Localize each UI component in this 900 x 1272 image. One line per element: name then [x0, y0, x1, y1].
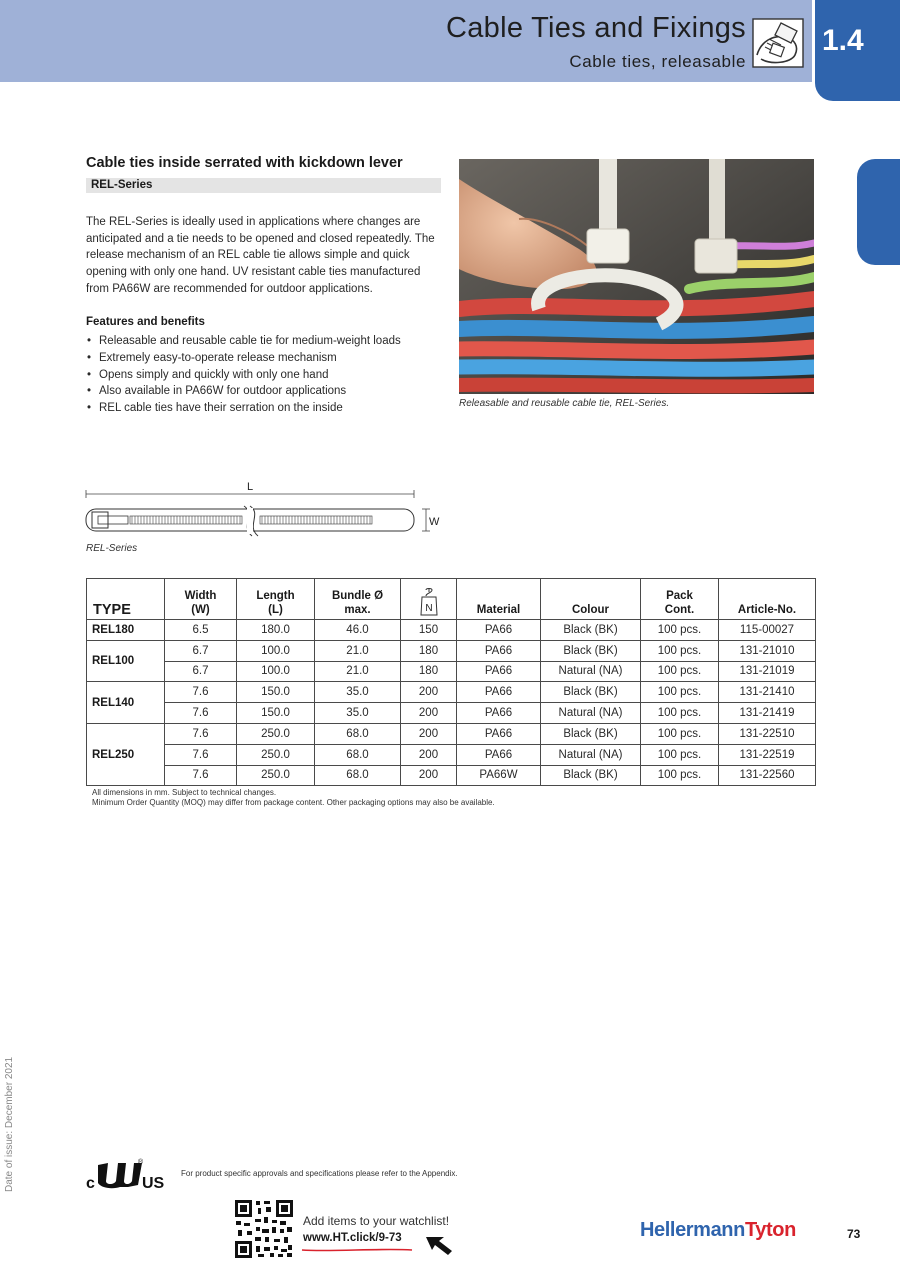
pack-cell: 100 pcs.	[641, 682, 719, 703]
date-of-issue: Date of issue: December 2021	[4, 1056, 15, 1192]
colour-cell: Black (BK)	[541, 765, 641, 786]
watchlist-text: Add items to your watchlist!	[303, 1214, 450, 1228]
article-cell: 131-21419	[719, 703, 816, 724]
photo-caption: Releasable and reusable cable tie, REL-Series.	[459, 398, 670, 409]
header-material: Material	[457, 579, 541, 620]
table-row	[87, 620, 816, 641]
colour-cell: Black (BK)	[541, 682, 641, 703]
watchlist-link[interactable]: www.HT.click/9-73	[303, 1232, 402, 1244]
material-cell: PA66	[457, 723, 541, 744]
length-cell: 250.0	[237, 765, 315, 786]
article-cell: 131-21410	[719, 682, 816, 703]
bundle-cell: 35.0	[315, 703, 401, 724]
pack-cell: 100 pcs.	[641, 620, 719, 641]
tensile-cell: 200	[401, 682, 457, 703]
tensile-cell: 150	[401, 620, 457, 641]
table-row	[87, 703, 816, 724]
series-label: REL-Series	[91, 179, 153, 191]
page-number: 73	[847, 1227, 861, 1241]
type-cell: REL140	[87, 682, 165, 724]
material-cell: PA66W	[457, 765, 541, 786]
pack-cell: 100 pcs.	[641, 765, 719, 786]
width-cell: 7.6	[165, 744, 237, 765]
length-cell: 100.0	[237, 661, 315, 682]
width-cell: 7.6	[165, 723, 237, 744]
length-cell: 250.0	[237, 723, 315, 744]
spec-table	[86, 578, 816, 786]
material-cell: PA66	[457, 703, 541, 724]
product-photo	[459, 159, 814, 394]
header-tensile	[401, 579, 457, 620]
svg-text:c: c	[86, 1175, 95, 1191]
svg-text:®: ®	[138, 1159, 144, 1166]
width-cell: 7.6	[165, 682, 237, 703]
approval-note: For product specific approvals and specifications please refer to the Appendix.	[181, 1169, 458, 1178]
features-title: Features and benefits	[86, 316, 205, 328]
ul-certification-mark	[84, 1155, 168, 1191]
pack-cell: 100 pcs.	[641, 661, 719, 682]
bundle-cell: 68.0	[315, 765, 401, 786]
article-cell: 131-22510	[719, 723, 816, 744]
table-row	[87, 661, 816, 682]
pack-cell: 100 pcs.	[641, 703, 719, 724]
header-pack: Pack Cont.	[641, 579, 719, 620]
side-tab[interactable]	[857, 159, 900, 265]
material-cell: PA66	[457, 682, 541, 703]
material-cell: PA66	[457, 744, 541, 765]
feature-item: • Releasable and reusable cable tie for medium-weight loads	[86, 333, 446, 350]
bundle-cell: 68.0	[315, 723, 401, 744]
qr-code[interactable]	[234, 1199, 294, 1259]
pack-cell: 100 pcs.	[641, 640, 719, 661]
tensile-weight-icon	[420, 587, 438, 617]
article-cell: 131-22560	[719, 765, 816, 786]
tensile-cell: 200	[401, 723, 457, 744]
colour-cell: Black (BK)	[541, 620, 641, 641]
colour-cell: Natural (NA)	[541, 703, 641, 724]
material-cell: PA66	[457, 620, 541, 641]
material-cell: PA66	[457, 640, 541, 661]
colour-cell: Natural (NA)	[541, 744, 641, 765]
feature-item: • Opens simply and quickly with only one hand	[86, 367, 446, 384]
header-type: TYPE	[87, 579, 165, 620]
table-row	[87, 640, 816, 661]
feature-item: • REL cable ties have their serration on the inside	[86, 400, 446, 417]
header-colour: Colour	[541, 579, 641, 620]
bundle-cell: 35.0	[315, 682, 401, 703]
colour-cell: Black (BK)	[541, 640, 641, 661]
link-underline	[301, 1247, 413, 1253]
length-label: L	[246, 481, 254, 493]
article-cell: 131-21010	[719, 640, 816, 661]
table-header-row	[87, 579, 816, 620]
header-length: Length (L)	[237, 579, 315, 620]
width-cell: 6.7	[165, 640, 237, 661]
header-bundle: Bundle Ø max.	[315, 579, 401, 620]
header-subtitle: Cable ties, releasable	[569, 52, 746, 71]
length-cell: 150.0	[237, 703, 315, 724]
table-row	[87, 765, 816, 786]
article-cell: 131-21019	[719, 661, 816, 682]
feature-item: • Also available in PA66W for outdoor applications	[86, 383, 446, 400]
note-line: Minimum Order Quantity (MOQ) may differ from package content. Other packaging options may also be available.	[92, 798, 495, 807]
note-line: All dimensions in mm. Subject to technical changes.	[92, 788, 277, 797]
type-cell: REL100	[87, 640, 165, 682]
drawing-caption: REL-Series	[86, 543, 138, 554]
bundle-cell: 21.0	[315, 661, 401, 682]
table-row	[87, 682, 816, 703]
type-cell: REL180	[87, 620, 165, 641]
colour-cell: Natural (NA)	[541, 661, 641, 682]
svg-text:US: US	[142, 1175, 165, 1191]
type-cell: REL250	[87, 723, 165, 785]
features-list	[86, 333, 446, 417]
feature-item: • Extremely easy-to-operate release mechanism	[86, 350, 446, 367]
header-width: Width (W)	[165, 579, 237, 620]
article-cell: 131-22519	[719, 744, 816, 765]
width-cell: 7.6	[165, 765, 237, 786]
colour-cell: Black (BK)	[541, 723, 641, 744]
tensile-cell: 200	[401, 744, 457, 765]
bundle-cell: 46.0	[315, 620, 401, 641]
article-cell: 115-00027	[719, 620, 816, 641]
length-cell: 150.0	[237, 682, 315, 703]
table-notes	[92, 788, 495, 808]
length-cell: 180.0	[237, 620, 315, 641]
header-title: Cable Ties and Fixings	[446, 12, 746, 44]
table-row	[87, 744, 816, 765]
tensile-cell: 180	[401, 640, 457, 661]
tensile-cell: 180	[401, 661, 457, 682]
product-description: The REL-Series is ideally used in applications where changes are anticipated and a tie needs to be opened and closed repeatedly. The release mechanism of an REL cable tie allows simple and quick opening with only one hand. UV resistant cable ties manufactured from PA66W are recommended for outdoor applications.	[86, 216, 435, 295]
cable-tie-drawing	[80, 478, 450, 544]
cable-tie-icon	[751, 17, 805, 69]
width-cell: 7.6	[165, 703, 237, 724]
width-cell: 6.5	[165, 620, 237, 641]
width-label: W	[429, 516, 440, 528]
bundle-cell: 21.0	[315, 640, 401, 661]
tensile-cell: 200	[401, 703, 457, 724]
length-cell: 100.0	[237, 640, 315, 661]
header-article: Article-No.	[719, 579, 816, 620]
svg-text:N: N	[424, 603, 433, 614]
width-cell: 6.7	[165, 661, 237, 682]
pack-cell: 100 pcs.	[641, 744, 719, 765]
material-cell: PA66	[457, 661, 541, 682]
pack-cell: 100 pcs.	[641, 723, 719, 744]
pointer-arrow-icon	[424, 1234, 454, 1256]
brand-logo: HellermannTyton	[640, 1219, 796, 1241]
product-heading: Cable ties inside serrated with kickdown lever	[86, 155, 403, 171]
tensile-cell: 200	[401, 765, 457, 786]
table-row	[87, 723, 816, 744]
section-number: 1.4	[822, 24, 864, 57]
bundle-cell: 68.0	[315, 744, 401, 765]
length-cell: 250.0	[237, 744, 315, 765]
